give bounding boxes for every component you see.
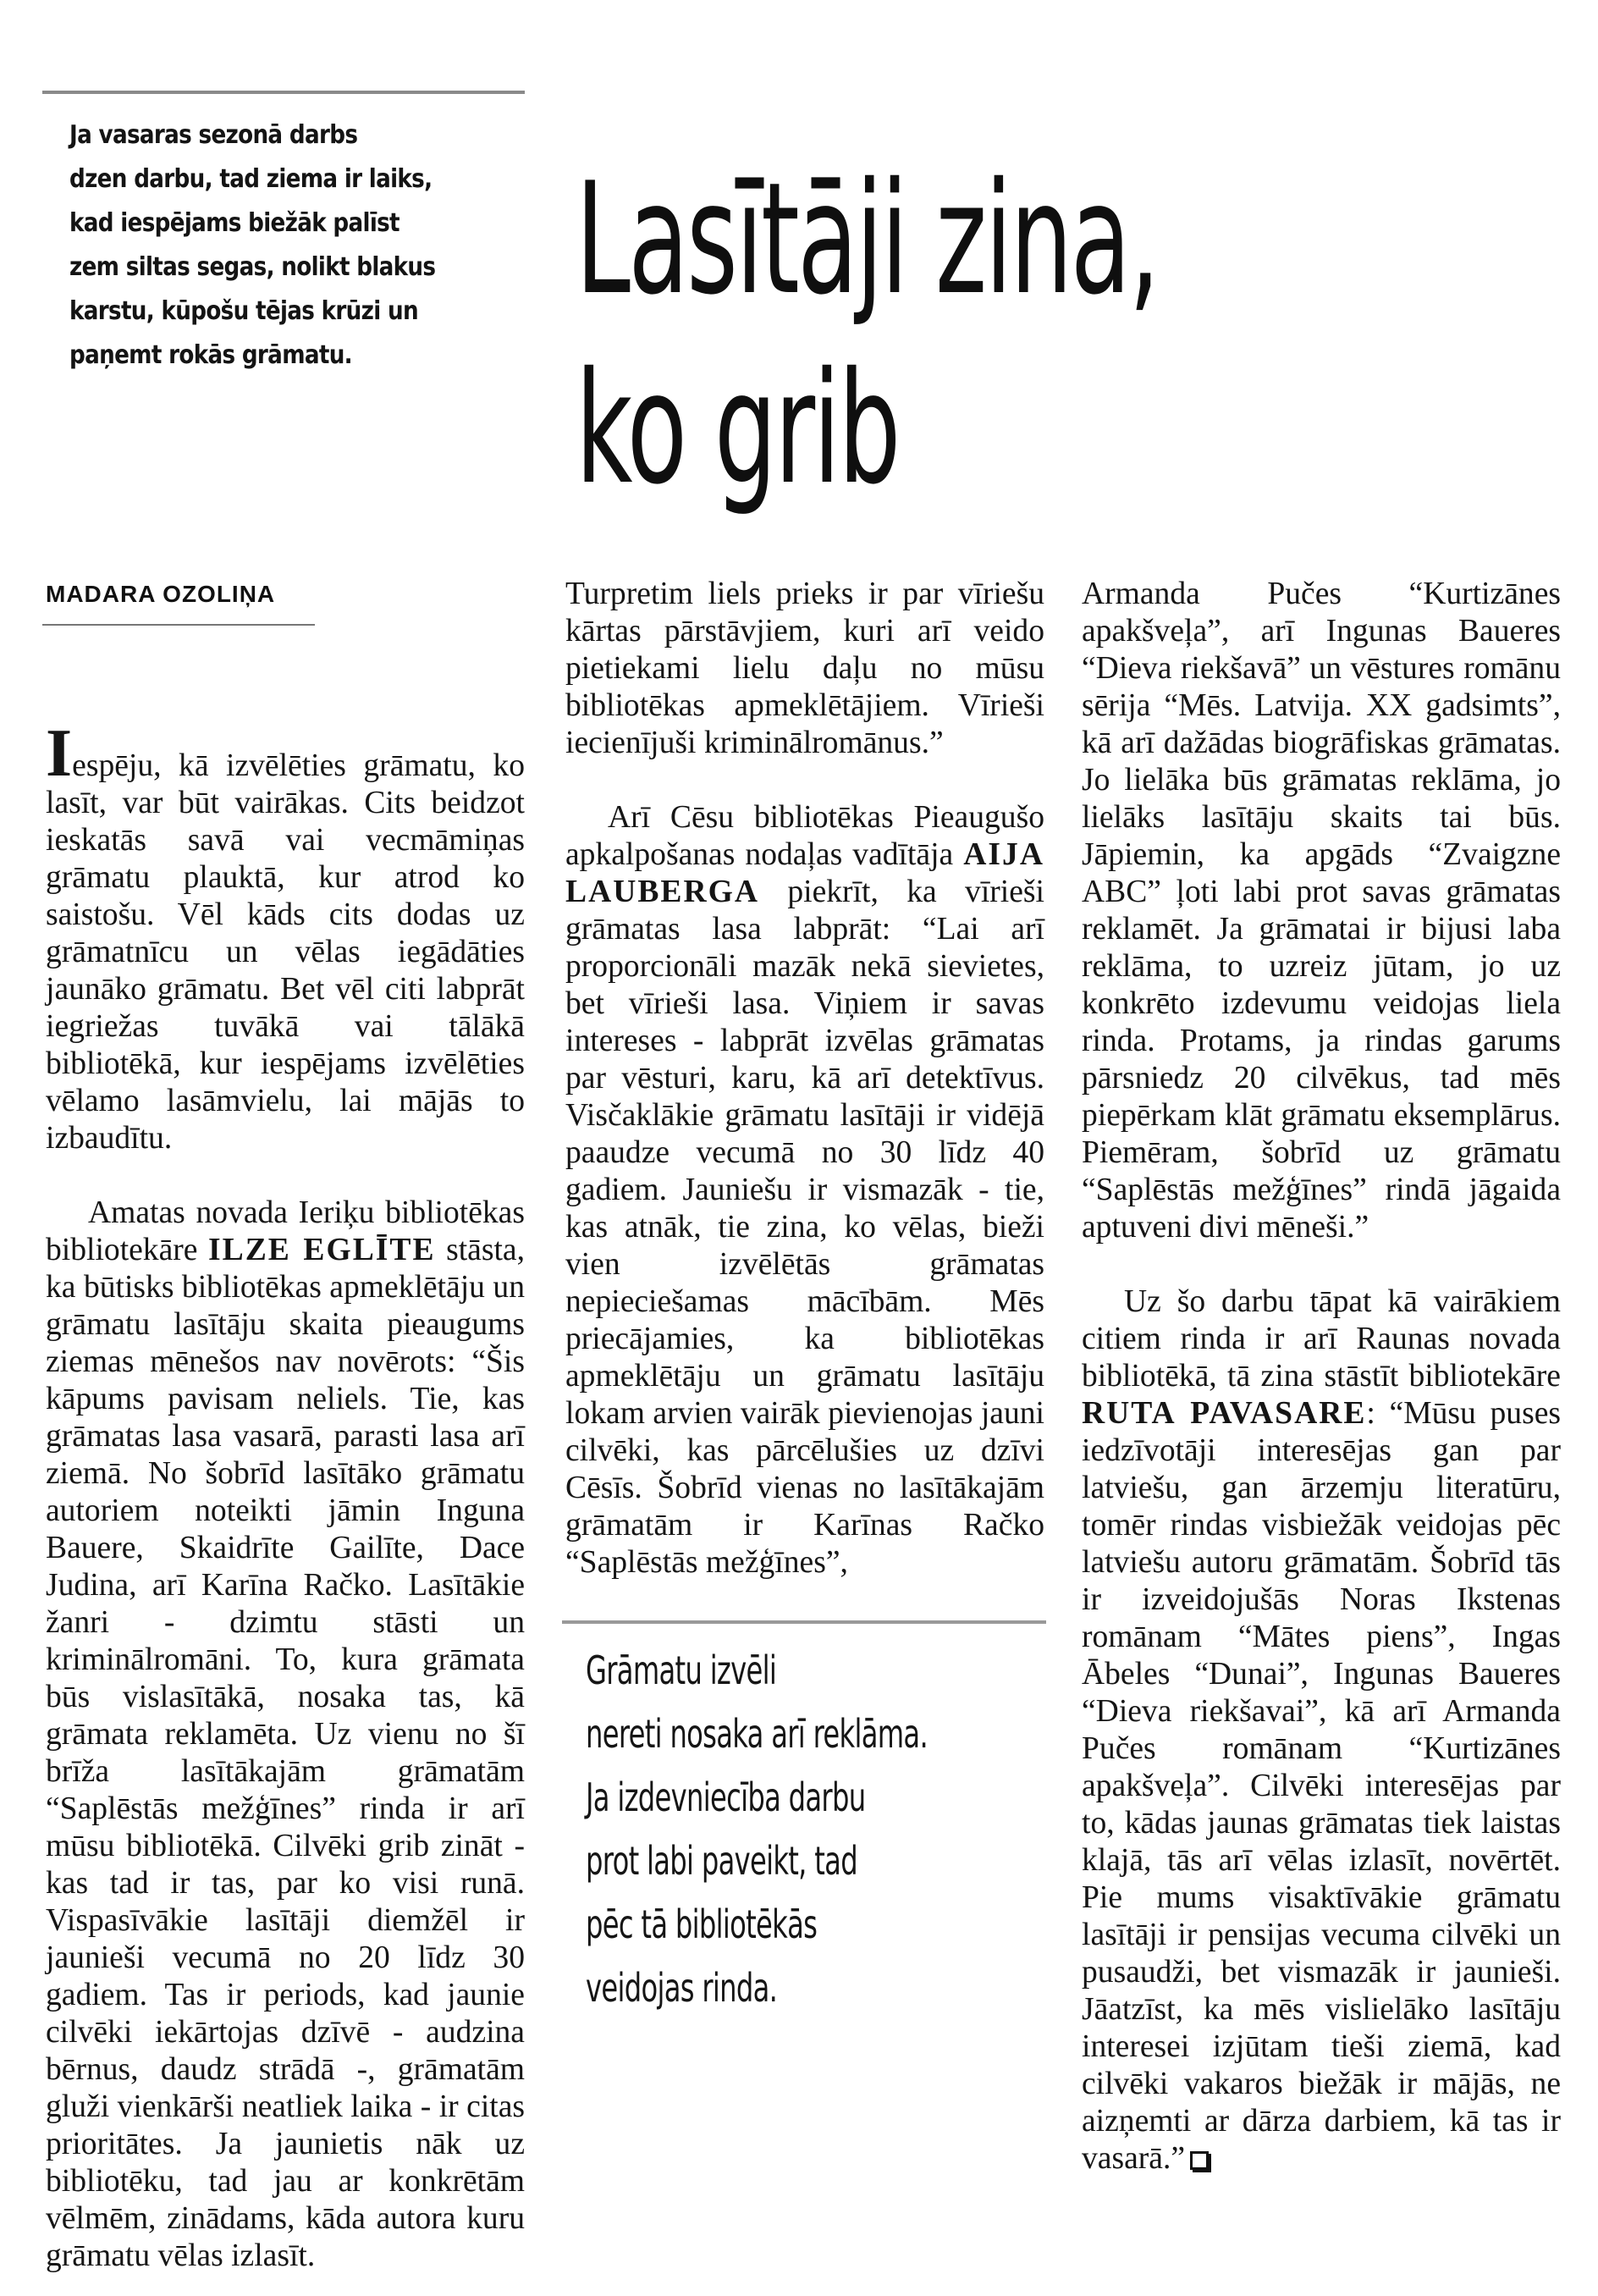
intro-lead (69, 113, 521, 378)
pullquote (586, 1639, 1060, 2020)
paragraph: Turpretim liels prieks ir par vīriešu kārtas pārstāvjiem, kuri arī veido pietiekami lielu daļu no mūsu bibliotēkas apmeklētājiem. Vīrieši iecienījuši kriminālromānus.” (565, 577, 1044, 760)
pullquote-line: Ja izdevniecība darbu (586, 1774, 866, 1820)
person-name: RUTA PAVASARE (1082, 1396, 1367, 1431)
paragraph-text: Arī Cēsu bibliotēkas Pieaugušo apkalpošanas nodaļas vadītāja (565, 800, 1044, 872)
pullquote-line: nereti nosaka arī reklāma. (586, 1711, 928, 1757)
pullquote-line: pēc tā bibliotēkās (586, 1901, 818, 1947)
headline (576, 144, 1158, 523)
intro-line: dzen darbu, tad ziema ir laiks, (69, 164, 433, 194)
intro-line: kad iespējams biežāk palīst (69, 208, 400, 238)
pullquote-line: veidojas rinda. (586, 1965, 778, 2011)
pullquote-line: prot labi paveikt, tad (586, 1838, 857, 1884)
paragraph-text: Uz šo darbu tāpat kā vairākiem citiem rinda ir arī Raunas novada bibliotēkā, tā zina stāstīt bibliotekāre (1082, 1284, 1561, 1394)
paragraph (1082, 1283, 1561, 2177)
paragraph (565, 799, 1044, 1581)
paragraph-text: : “Mūsu puses iedzīvotāji interesējas gan par latviešu, gan ārzemju literatūru, tomēr rindas visbiežāk veidojas pēc latviešu autoru grāmatām. Šobrīd tās ir izveidojušās Noras Ikstenas romānam “Mātes piens”, Ingas Ābeles “Dunai”, Ingunas Baueres “Dieva riekšavai”, kā arī Armanda Pučes romānam “Kurtizānes apakšveļa”. Cilvēki interesējas par to, kādas jaunas grāmatas tiek laistas klajā, tās arī vēlas izlasīt, novērtēt. Pie mums visaktīvākie grāmatu lasītāji ir pensijas vecuma cilvēki un pusaudži, bet vismazāk ir jaunieši. Jāatzīst, ka mēs vislielāko lasītāju interesei izjūtam tieši ziemā, kad cilvēki vakaros biežāk ir mājās, ne aizņemti ar dārza darbiem, kā tas ir vasarā.” (1082, 1396, 1562, 2176)
end-of-article-icon (1190, 2151, 1209, 2170)
paragraph (46, 1195, 525, 2275)
headline-line-2: ko grib (576, 339, 899, 518)
paragraph-text: espēju, kā izvēlēties grāmatu, ko lasīt, var būt vairākas. Cits beidzot ieskatās savā vai vecmāmiņas grāmatu plauktā, kur atrod ko saistošu. Vēl kāds cits dodas uz grāmatnīcu un vēlas iegādāties jaunāko grāmatu. Bet vēl citi labprāt iegriežas tuvākā vai tālākā bibliotēkā, kur iespējams izvēlēties vēlamo lasāmvielu, lai mājās to izbaudītu. (46, 748, 525, 1156)
author-rule (42, 624, 315, 626)
intro-line: karstu, kūpošu tējas krūzi un (69, 296, 418, 326)
pullquote-line: Grāmatu izvēli (586, 1647, 777, 1693)
paragraph: Armanda Pučes “Kurtizānes apakšveļa”, arī Ingunas Baueres “Dieva riekšavā” un vēstures romānu sērija “Mēs. Latvija. XX gadsimts”, kā arī dažādas biogrāfiskas grāmatas. Jo lielāka būs grāmatas reklāma, jo lielāks lasītāju skaits tai būs. Jāpiemin, ka apgāds “Zvaigzne ABC” ļoti labi prot savas grāmatas reklamēt. Ja grāmatai ir bijusi laba reklāma, to uzreiz jūtam, jo uz konkrēto izdevumu veidojas liela rinda. Protams, ja rindas garums pārsniedz 20 cilvēkus, tad mēs piepērkam klāt grāmatu eksemplārus. Piemēram, šobrīd uz grāmatu “Saplēstās mežģīnes” rindā jāgaida aptuveni divi mēneši.” (1082, 577, 1561, 1245)
paragraph (46, 716, 525, 1157)
intro-line: zem siltas segas, nolikt blakus (69, 252, 436, 282)
pullquote-rule (562, 1620, 1046, 1624)
intro-line: paņemt rokās grāmatu. (69, 340, 352, 370)
intro-top-rule (42, 91, 525, 94)
drop-cap: I (46, 716, 73, 791)
paragraph-text: stāsta, ka būtisks bibliotēkas apmeklētāju un grāmatu lasītāju skaita pieaugums ziemas mēnešos nav novērots: “Šis kāpums pavisam neliels. Tie, kas grāmatas lasa vasarā, parasti lasa arī ziemā. No šobrīd lasītāko grāmatu autoriem noteikti jāmin Inguna Bauere, Skaidrīte Gailīte, Dace Judina, arī Karīna Račko. Lasītākie žanri - dzimtu stāsti un kriminālromāni. To, kura grāmata būs vislasītākā, nosaka tas, kā grāmata reklamēta. Uz vienu no šī brīža lasītākajām grāmatām “Saplēstās mežģīnes” rinda ir arī mūsu bibliotēkā. Cilvēki grib zināt - kas tad ir tas, par ko visi runā. Vispasīvākie lasītāji diemžēl ir jaunieši vecumā no 20 līdz 30 gadiem. Tas ir periods, kad jaunie cilvēki iekārtojas dzīvē - audzina bērnus, daudz strādā -, grāmatām gluži vienkārši neatliek laika - ir citas prioritātes. Ja jaunietis nāk uz bibliotēku, tad jau ar konkrētām vēlmēm, zinādams, kāda autora kuru grāmatu vēlas izlasīt. (46, 1233, 525, 2273)
person-name: ILZE EGLĪTE (208, 1233, 436, 1267)
article-column-3 (1082, 576, 1561, 2177)
paragraph-text: Amatas novada Ieriķu bibliotēkas bibliotekāre (46, 1195, 525, 1267)
article-column-2 (565, 576, 1044, 1581)
article-column-1 (46, 716, 525, 2275)
headline-line-1: Lasītāji zina, (576, 149, 1159, 328)
author-byline: MADARA OZOLIŅA (46, 581, 276, 607)
paragraph-text: piekrīt, ka vīrieši grāmatas lasa labprāt: “Lai arī proporcionāli mazāk nekā sievietes, bet vīrieši lasa. Viņiem ir savas intereses - labprāt izvēlas grāmatas par vēsturi, karu, kā arī detektīvus. Visčaklākie grāmatu lasītāji ir vidējā paaudze vecumā no 30 līdz 40 gadiem. Jauniešu ir vismazāk - tie, kas atnāk, tie zina, ko vēlas, bieži vien izvēlētās grāmatas nepieciešamas mācībām. Mēs priecājamies, ka bibliotēkas apmeklētāju un grāmatu lasītāju lokam arvien vairāk pievienojas jauni cilvēki, kas pārcēlušies uz dzīvi Cēsīs. Šobrīd vienas no lasītākajām grāmatām ir Karīnas Račko “Saplēstās mežģīnes”, (565, 875, 1044, 1580)
person-name: AIJA LAUBERGA (565, 837, 1044, 909)
intro-line: Ja vasaras sezonā darbs (69, 120, 358, 150)
